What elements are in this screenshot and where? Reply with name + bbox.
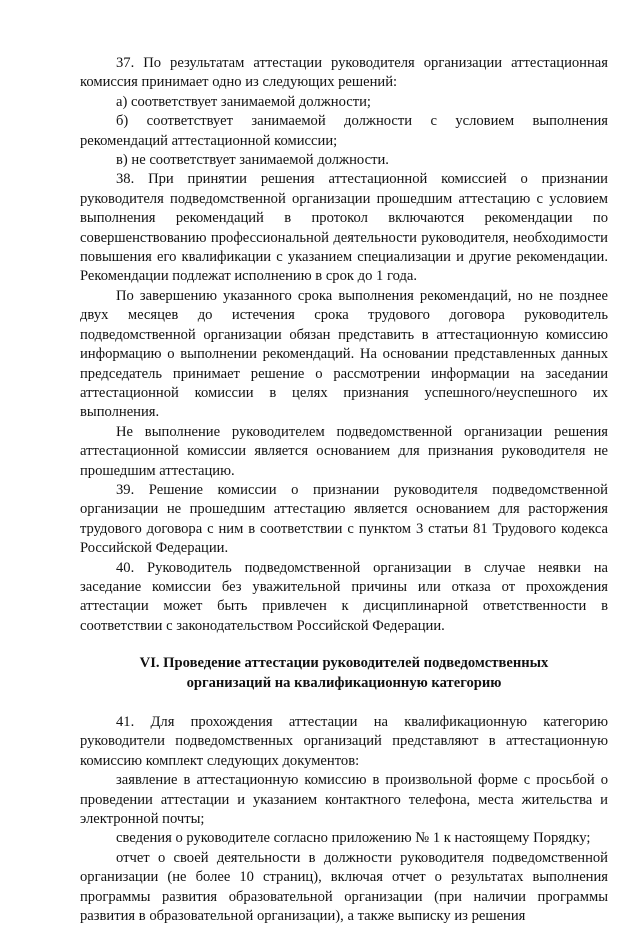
decision-option-c: в) не соответствует занимаемой должности. [116, 152, 389, 169]
decision-option-a: а) соответствует занимаемой должности; [116, 93, 371, 110]
section-heading: VI. Проведение аттестации руководителей подведомственных организаций на квалификационную категорию [139, 655, 549, 691]
paragraph-38-deadline: По завершению указанного срока выполнения рекомендаций, но не позднее двух месяцев до истечения срока трудового договора руководитель подведомственной организации обязан представить в аттестационную комиссию информацию о выполнении рекомендаций. На основании представленных данных председатель принимает решение о рассмотрении информации на заседании аттестационной комиссии в целях признания успешного/неуспешного их выполнения. [80, 287, 608, 421]
documents-item-info: сведения о руководителе согласно приложению № 1 к настоящему Порядку; [116, 830, 591, 847]
decision-option-b: б) соответствует занимаемой должности с условием выполнения рекомендаций аттестационной комиссии; [80, 113, 608, 149]
document-page [80, 54, 608, 926]
documents-item-application: заявление в аттестационную комиссию в произвольной форме с просьбой о проведении аттестации и указанием контактного телефона, места жительства и электронной почты; [80, 772, 608, 828]
paragraph-40: 40. Руководитель подведомственной организации в случае неявки на заседание комиссии без уважительной причины или отказа от прохождения аттестации может быть привлечен к дисциплинарной ответственности в соответствии с законодательством Российской Федерации. [80, 559, 608, 634]
paragraph-38: 38. При принятии решения аттестационной комиссией о признании руководителя подведомственной организации прошедшим аттестацию с условием выполнения рекомендаций в протокол включаются рекомендации по совершенствованию профессиональной деятельности руководителя, необходимости повышения его квалификации с указанием специализации и другие рекомендации. Рекомендации подлежат исполнению в срок до 1 года. [80, 171, 608, 285]
paragraph-37: 37. По результатам аттестации руководителя организации аттестационная комиссия принимает одно из следующих решений: [80, 55, 608, 91]
paragraph-41: 41. Для прохождения аттестации на квалификационную категорию руководители подведомственных организаций представляют в аттестационную комиссию комплект следующих документов: [80, 714, 608, 769]
documents-item-report: отчет о своей деятельности в должности руководителя подведомственной организации (не более 10 страниц), включая отчет о результатах выполнения программы развития образовательной организации (при наличии программы развития в образовательной организации), а также выписку из решения [80, 849, 608, 925]
paragraph-39: 39. Решение комиссии о признании руководителя подведомственной организации не прошедшим аттестацию является основанием для расторжения трудового договора с ним в соответствии с пунктом 3 статьи 81 Трудового кодекса Российской Федерации. [80, 481, 608, 557]
paragraph-38-nonfulfillment: Не выполнение руководителем подведомственной организации решения аттестационной комиссии является основанием для признания руководителя не прошедшим аттестацию. [80, 423, 608, 479]
